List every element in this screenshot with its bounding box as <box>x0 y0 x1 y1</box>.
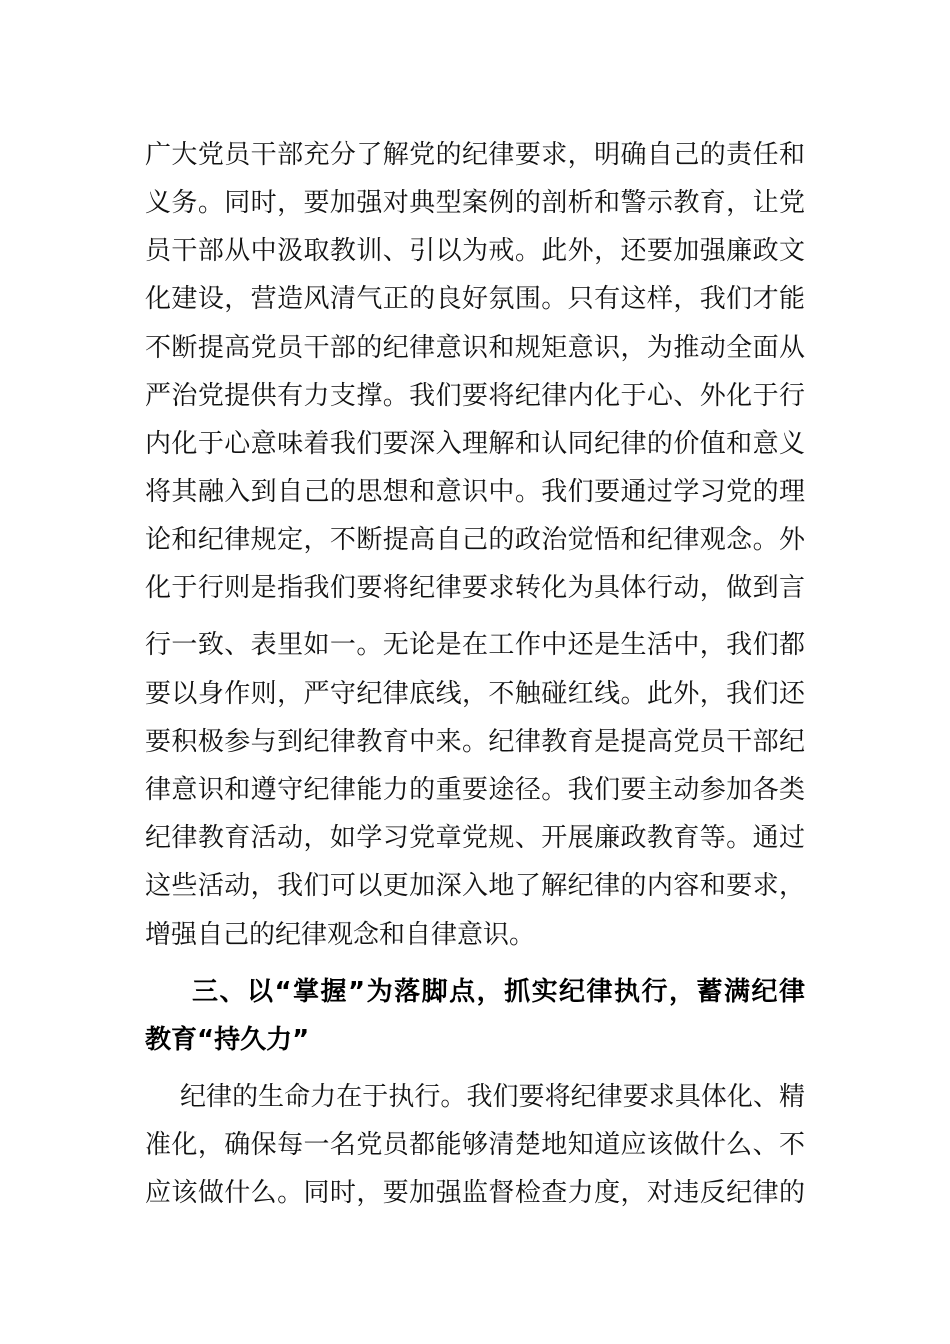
section-heading-line: 教育“持久力” <box>145 1025 310 1055</box>
body-text-line: 增强自己的纪律观念和自律意识。 <box>145 920 536 950</box>
body-text-line: 员干部从中汲取教训、引以为戒。此外，还要加强廉政文 <box>145 236 805 266</box>
body-text-line: 将其融入到自己的思想和意识中。我们要通过学习党的理 <box>145 477 805 507</box>
body-text-line: 化建设，营造风清气正的良好氛围。只有这样，我们才能 <box>145 284 805 314</box>
body-text-line: 内化于心意味着我们要深入理解和认同纪律的价值和意义 <box>145 429 805 459</box>
body-text-line: 纪律的生命力在于执行。我们要将纪律要求具体化、精 <box>180 1082 805 1112</box>
body-text-line: 要积极参与到纪律教育中来。纪律教育是提高党员干部纪 <box>145 727 805 757</box>
body-text-line: 准化，确保每一名党员都能够清楚地知道应该做什么、不 <box>145 1130 805 1160</box>
body-text-line: 不断提高党员干部的纪律意识和规矩意识，为推动全面从 <box>145 333 805 363</box>
body-text-line: 要以身作则，严守纪律底线，不触碰红线。此外，我们还 <box>145 679 805 709</box>
body-text-line: 纪律教育活动，如学习党章党规、开展廉政教育等。通过 <box>145 823 805 853</box>
body-text-line: 行一致、表里如一。无论是在工作中还是生活中，我们都 <box>145 630 805 660</box>
body-text-line: 严治党提供有力支撑。我们要将纪律内化于心、外化于行 <box>145 381 805 411</box>
body-text-line: 论和纪律规定，不断提高自己的政治觉悟和纪律观念。外 <box>145 525 805 555</box>
body-text-line: 应该做什么。同时，要加强监督检查力度，对违反纪律的 <box>145 1178 805 1208</box>
body-text-line: 义务。同时，要加强对典型案例的剖析和警示教育，让党 <box>145 188 805 218</box>
body-text-line: 这些活动，我们可以更加深入地了解纪律的内容和要求， <box>145 871 805 901</box>
body-text-line: 律意识和遵守纪律能力的重要途径。我们要主动参加各类 <box>145 775 805 805</box>
body-text-line: 化于行则是指我们要将纪律要求转化为具体行动，做到言 <box>145 573 805 603</box>
body-text-line: 广大党员干部充分了解党的纪律要求，明确自己的责任和 <box>145 140 805 170</box>
section-heading-line: 三、以“掌握”为落脚点，抓实纪律执行，蓄满纪律 <box>192 977 805 1007</box>
